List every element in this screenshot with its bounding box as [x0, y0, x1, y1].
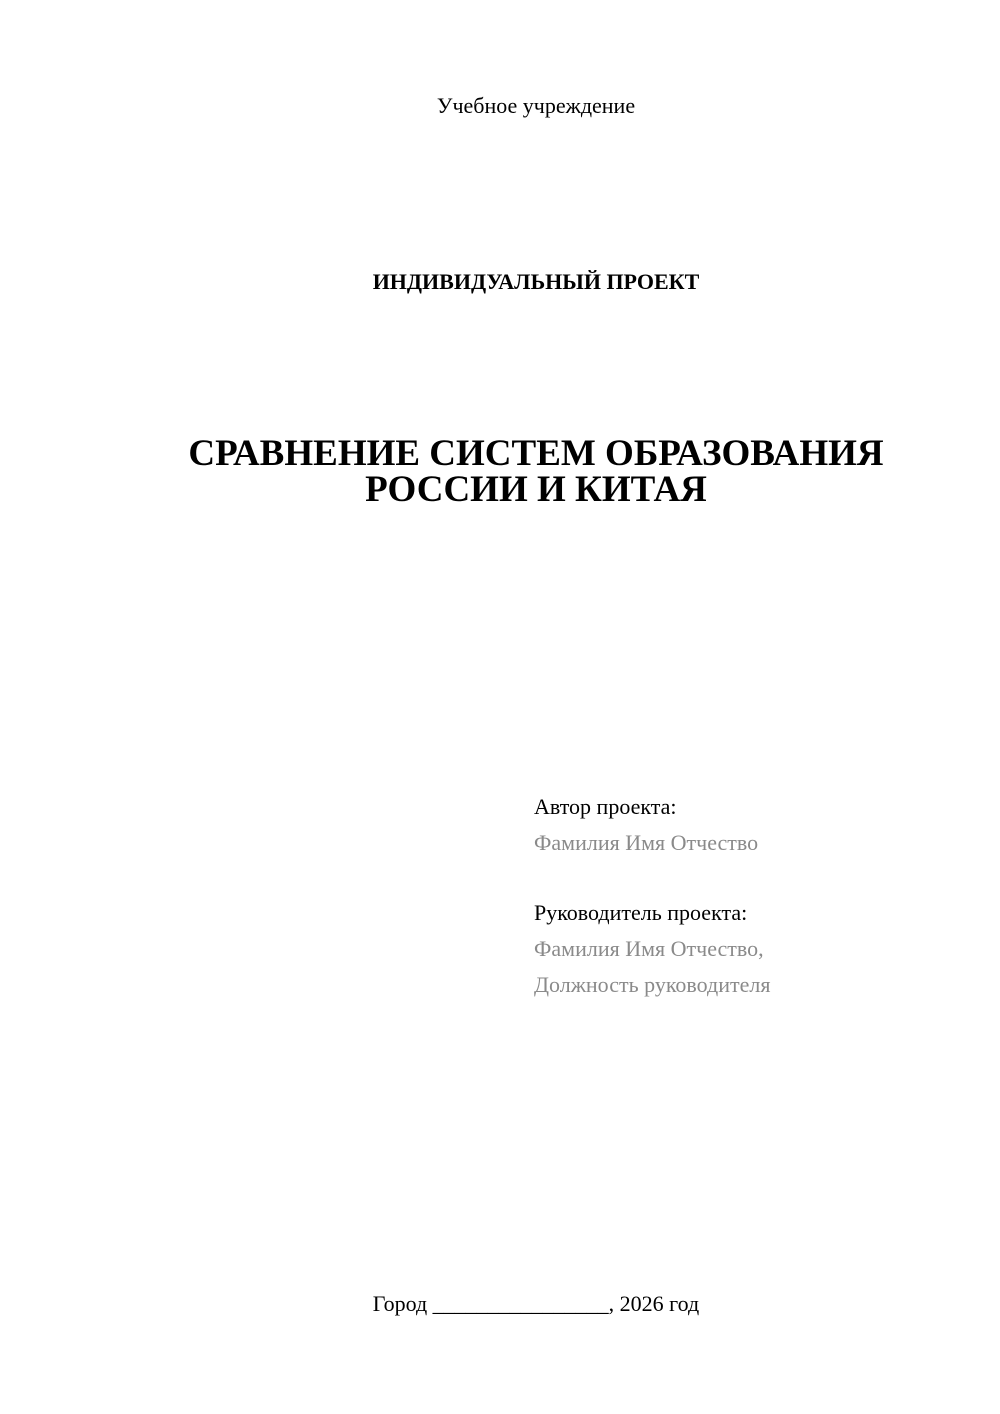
author-label: Автор проекта: [534, 794, 677, 819]
supervisor-label: Руководитель проекта: [534, 900, 748, 925]
supervisor-name-placeholder: Фамилия Имя Отчество, [534, 936, 764, 961]
project-title [0, 433, 1000, 510]
project-title-line-2: РОССИИ И КИТАЯ [365, 469, 707, 510]
institution-name: Учебное учреждение [436, 93, 636, 118]
supervisor-position-placeholder: Должность руководителя [534, 972, 771, 997]
project-title-line-1: СРАВНЕНИЕ СИСТЕМ ОБРАЗОВАНИЯ [188, 433, 884, 474]
author-name-placeholder: Фамилия Имя Отчество [534, 830, 759, 855]
authors-block [534, 789, 770, 1003]
city-year-line: Город ________________, 2026 год [372, 1291, 700, 1316]
block-spacer [534, 861, 770, 895]
document-type: ИНДИВИДУАЛЬНЫЙ ПРОЕКТ [372, 269, 700, 294]
